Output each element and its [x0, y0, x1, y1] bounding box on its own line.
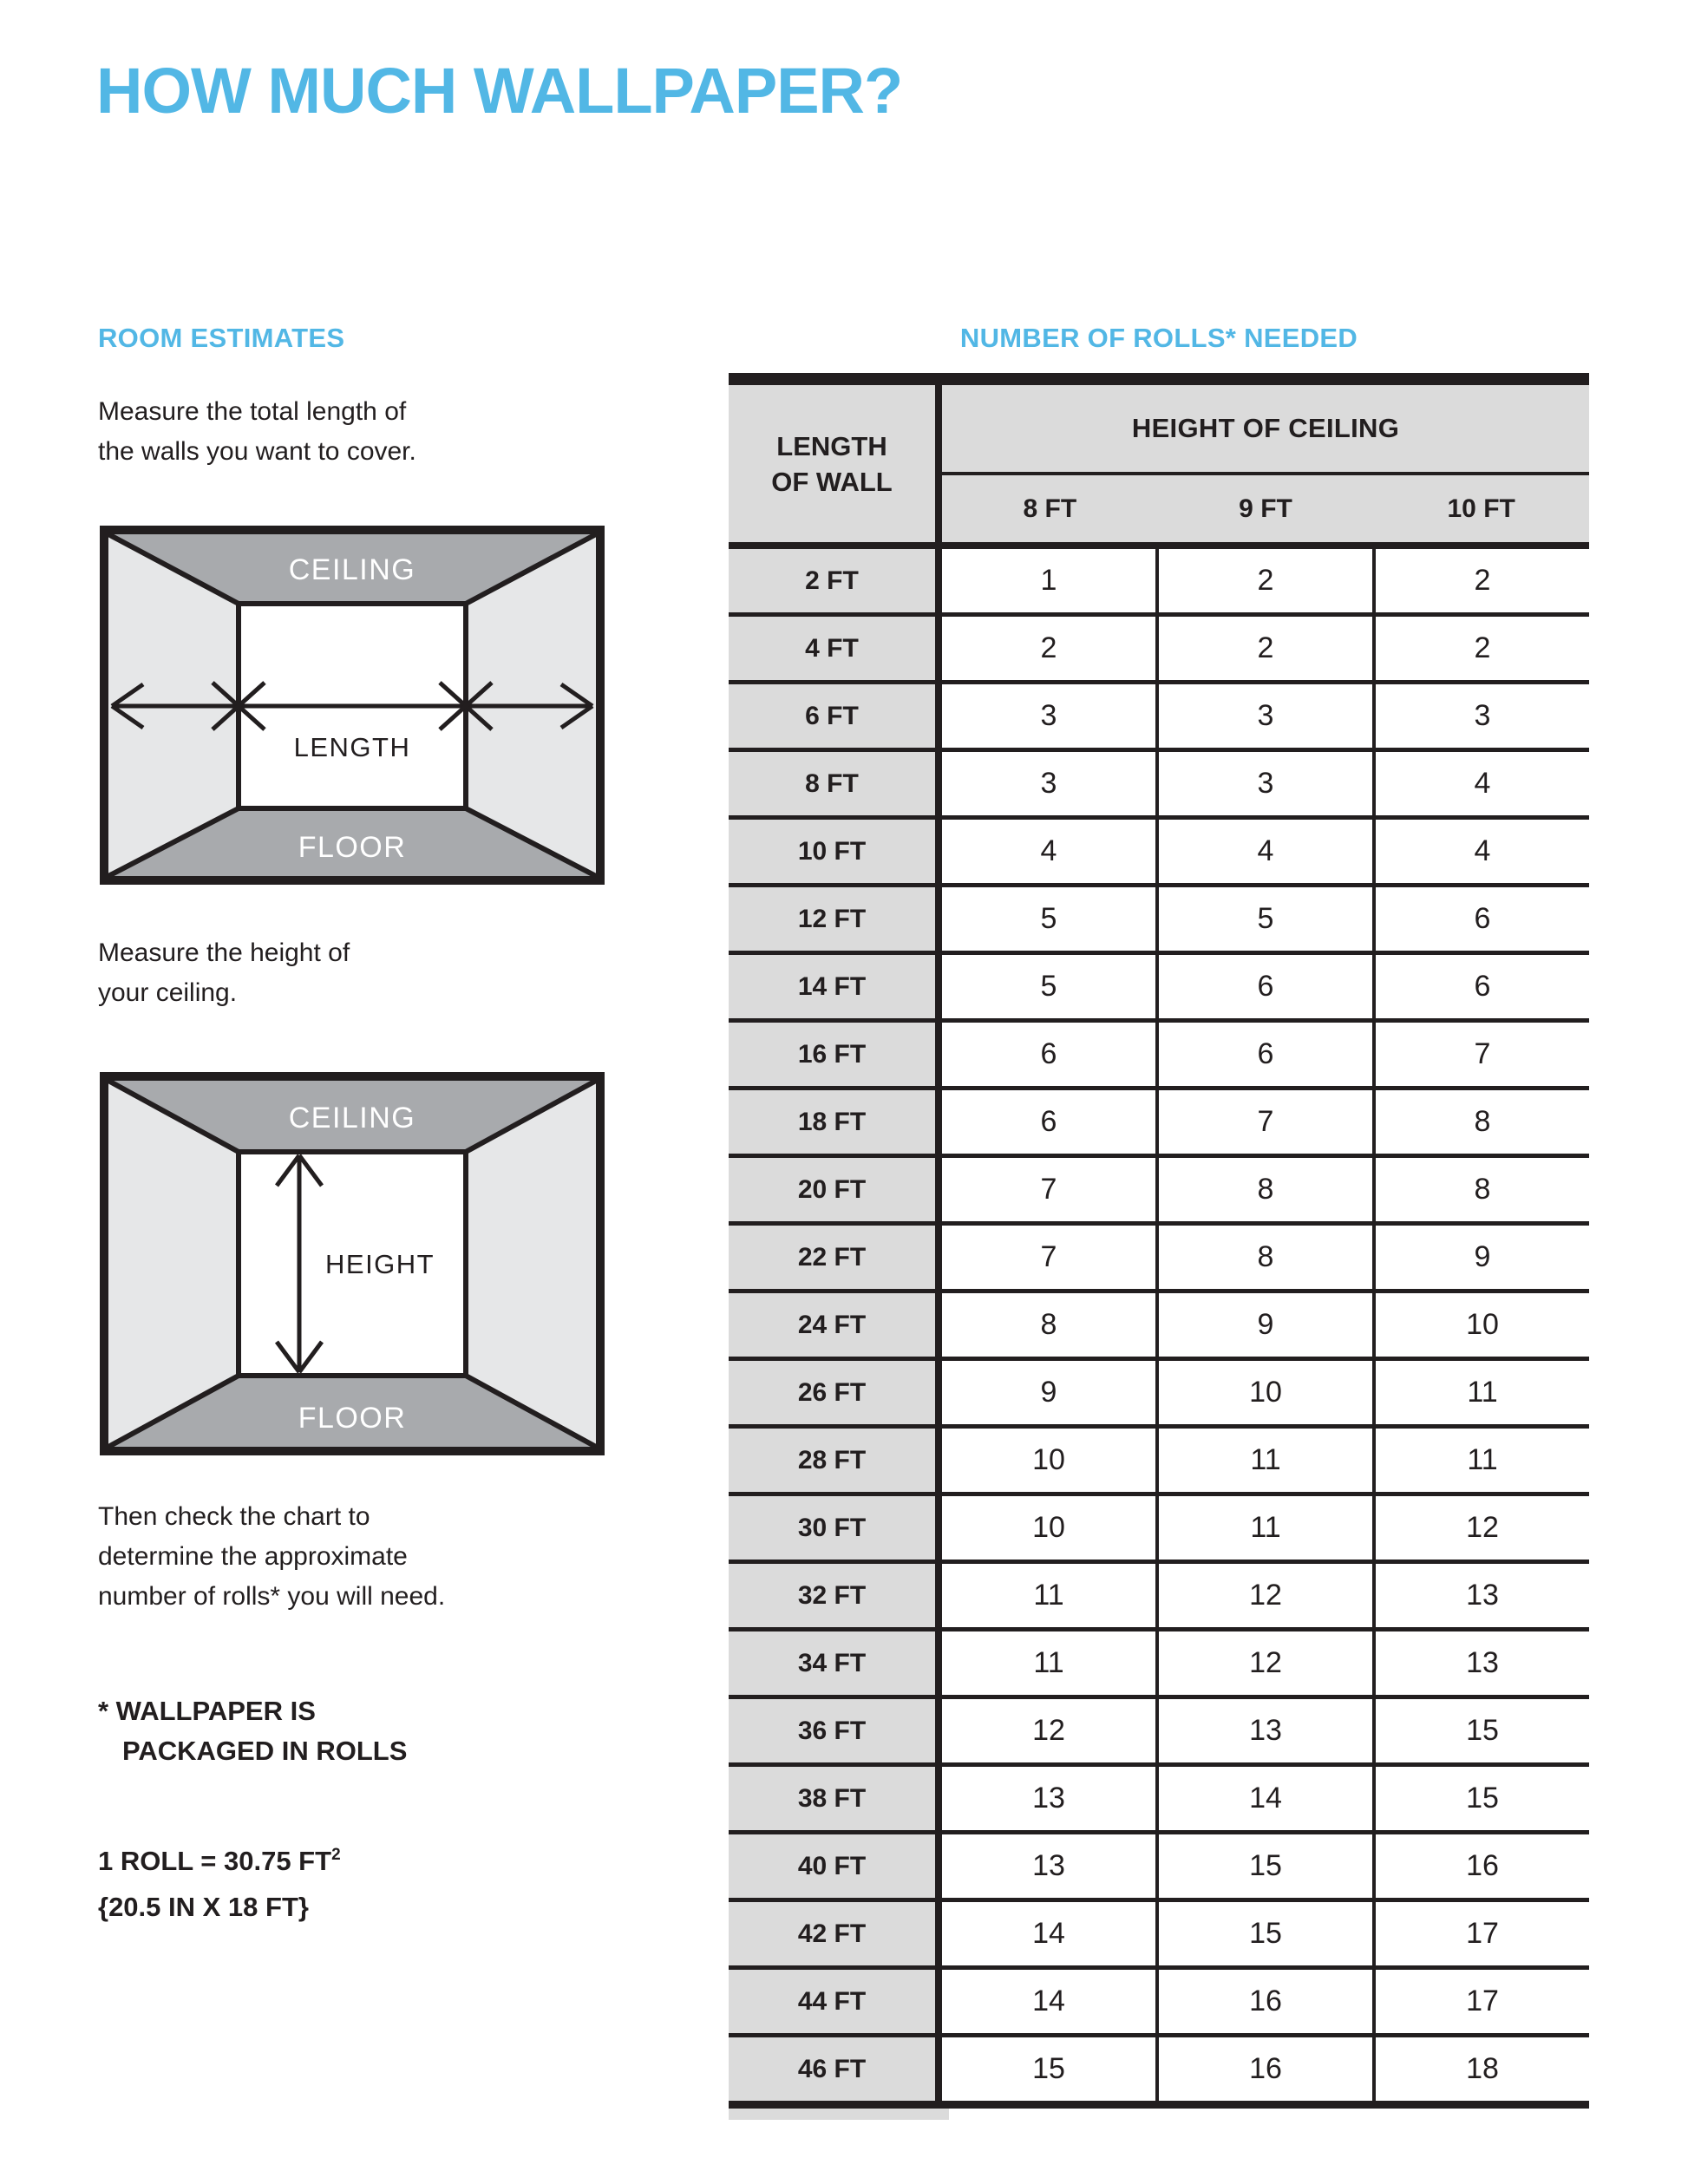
room-length-diagram-svg: [100, 526, 605, 885]
cell-value: 2: [1372, 549, 1589, 612]
cell-value: 11: [1372, 1361, 1589, 1424]
column-headers-row: [942, 475, 1589, 542]
cell-value: 17: [1372, 1970, 1589, 2033]
floor-label: FLOOR: [298, 1402, 407, 1435]
table-row: [729, 820, 1589, 887]
table-row: [729, 1429, 1589, 1496]
row-label: 14 FT: [729, 955, 942, 1018]
roll-size-info: [98, 1841, 341, 1928]
cell-value: 3: [1155, 684, 1372, 748]
cell-value: 8: [1372, 1090, 1589, 1154]
cell-value: 13: [1372, 1631, 1589, 1695]
row-label: 46 FT: [729, 2037, 942, 2101]
cell-value: 7: [1155, 1090, 1372, 1154]
cell-value: 6: [1372, 887, 1589, 951]
cell-value: 9: [1372, 1226, 1589, 1289]
table-row: [729, 1361, 1589, 1429]
cell-value: 10: [1155, 1361, 1372, 1424]
cell-value: 10: [942, 1496, 1155, 1560]
table-body: [729, 549, 1589, 2101]
table-row: [729, 1631, 1589, 1699]
row-label: 34 FT: [729, 1631, 942, 1695]
table-row: [729, 2037, 1589, 2101]
rolls-needed-heading: NUMBER OF ROLLS* NEEDED: [959, 323, 1358, 353]
table-row: [729, 887, 1589, 955]
cell-value: 4: [942, 820, 1155, 883]
rolls-footnote: [98, 1691, 407, 1771]
column-header-8ft: 8 FT: [1023, 494, 1077, 523]
cell-value: 10: [1372, 1293, 1589, 1357]
instruction-line: Then check the chart to: [98, 1502, 370, 1531]
table-row: [729, 617, 1589, 684]
ceiling-label: CEILING: [288, 1102, 416, 1135]
cell-value: 14: [942, 1902, 1155, 1965]
table-row: [729, 752, 1589, 820]
floor-label: FLOOR: [298, 831, 407, 864]
cell-value: 8: [1372, 1158, 1589, 1221]
cell-value: 15: [942, 2037, 1155, 2101]
cell-value: 16: [1155, 2037, 1372, 2101]
roll-equation: [98, 1841, 341, 1886]
cell-value: 7: [1372, 1023, 1589, 1086]
row-label: 20 FT: [729, 1158, 942, 1221]
cell-value: 12: [1155, 1564, 1372, 1627]
cell-value: 8: [942, 1293, 1155, 1357]
corner-header-line: OF WALL: [771, 466, 893, 497]
row-label: 32 FT: [729, 1564, 942, 1627]
table-row: [729, 1699, 1589, 1767]
room-length-diagram: [100, 526, 605, 889]
instruction-line: Measure the total length of: [98, 397, 407, 426]
row-label: 12 FT: [729, 887, 942, 951]
row-label: 30 FT: [729, 1496, 942, 1560]
row-label: 38 FT: [729, 1767, 942, 1830]
cell-value: 7: [942, 1226, 1155, 1289]
table-row: [729, 1090, 1589, 1158]
row-label: 40 FT: [729, 1834, 942, 1898]
cell-value: 4: [1155, 820, 1372, 883]
table-row: [729, 1970, 1589, 2037]
cell-value: 6: [1155, 1023, 1372, 1086]
roll-dimensions: {20.5 IN X 18 FT}: [98, 1892, 309, 1922]
cell-value: 14: [942, 1970, 1155, 2033]
cell-value: 12: [1155, 1631, 1372, 1695]
cell-value: 13: [1372, 1564, 1589, 1627]
room-height-diagram: [100, 1072, 605, 1460]
cell-value: 13: [942, 1834, 1155, 1898]
cell-value: 6: [1155, 955, 1372, 1018]
instruction-measure-height: [98, 933, 350, 1013]
cell-value: 12: [942, 1699, 1155, 1762]
column-group-header: HEIGHT OF CEILING: [942, 385, 1589, 472]
table-row: [729, 549, 1589, 617]
row-label: 24 FT: [729, 1293, 942, 1357]
table-row: [729, 1834, 1589, 1902]
corner-header-length-of-wall: [729, 385, 942, 542]
table-row: [729, 1767, 1589, 1834]
table-row: [729, 1226, 1589, 1293]
row-label: 4 FT: [729, 617, 942, 680]
cell-value: 16: [1372, 1834, 1589, 1898]
cell-value: 6: [1372, 955, 1589, 1018]
row-label: 8 FT: [729, 752, 942, 815]
row-label: 28 FT: [729, 1429, 942, 1492]
row-label: 2 FT: [729, 549, 942, 612]
row-label: 26 FT: [729, 1361, 942, 1424]
table-row: [729, 1902, 1589, 1970]
column-header-9ft: 9 FT: [1239, 494, 1292, 523]
cell-value: 5: [942, 887, 1155, 951]
table-bottom-border: [729, 2101, 1589, 2109]
row-label: 42 FT: [729, 1902, 942, 1965]
column-header-10ft: 10 FT: [1447, 494, 1515, 523]
corner-header-line: LENGTH: [776, 430, 887, 461]
table-row: [729, 1564, 1589, 1631]
cell-value: 11: [942, 1564, 1155, 1627]
cell-value: 15: [1155, 1834, 1372, 1898]
table-header: [729, 385, 1589, 542]
cell-value: 15: [1372, 1767, 1589, 1830]
roll-equation-text: 1 ROLL = 30.75 FT: [98, 1846, 332, 1876]
cell-value: 9: [1155, 1293, 1372, 1357]
table-row: [729, 1496, 1589, 1564]
row-label: 18 FT: [729, 1090, 942, 1154]
cell-value: 16: [1155, 1970, 1372, 2033]
cell-value: 4: [1372, 820, 1589, 883]
cell-value: 9: [942, 1361, 1155, 1424]
instruction-line: your ceiling.: [98, 978, 238, 1007]
cell-value: 8: [1155, 1226, 1372, 1289]
room-estimates-heading: ROOM ESTIMATES: [98, 323, 345, 353]
instruction-line: number of rolls* you will need.: [98, 1582, 446, 1611]
cell-value: 13: [942, 1767, 1155, 1830]
table-row: [729, 1293, 1589, 1361]
cell-value: 11: [1155, 1496, 1372, 1560]
footnote-line: PACKAGED IN ROLLS: [122, 1736, 408, 1766]
row-label: 22 FT: [729, 1226, 942, 1289]
cell-value: 5: [1155, 887, 1372, 951]
row-label: 36 FT: [729, 1699, 942, 1762]
cell-value: 3: [1372, 684, 1589, 748]
header-bottom-border: [729, 542, 1589, 549]
cell-value: 2: [1155, 549, 1372, 612]
page-title: HOW MUCH WALLPAPER?: [96, 55, 903, 127]
instruction-measure-length: [98, 392, 416, 472]
roll-equation-superscript: 2: [331, 1846, 341, 1864]
cell-value: 2: [942, 617, 1155, 680]
instruction-check-chart: [98, 1497, 445, 1617]
row-label: 6 FT: [729, 684, 942, 748]
instruction-line: determine the approximate: [98, 1542, 408, 1571]
cell-value: 3: [942, 752, 1155, 815]
cell-value: 12: [1372, 1496, 1589, 1560]
cell-value: 3: [942, 684, 1155, 748]
height-label: HEIGHT: [325, 1249, 435, 1279]
row-label: 44 FT: [729, 1970, 942, 2033]
length-label: LENGTH: [293, 732, 411, 762]
instruction-line: Measure the height of: [98, 938, 350, 967]
cell-value: 1: [942, 549, 1155, 612]
table-row: [729, 955, 1589, 1023]
cell-value: 5: [942, 955, 1155, 1018]
cell-value: 13: [1155, 1699, 1372, 1762]
cell-value: 15: [1372, 1699, 1589, 1762]
cell-value: 15: [1155, 1902, 1372, 1965]
footnote-line: * WALLPAPER IS: [98, 1696, 316, 1726]
cell-value: 11: [942, 1631, 1155, 1695]
row-label: 16 FT: [729, 1023, 942, 1086]
cell-value: 2: [1155, 617, 1372, 680]
cell-value: 17: [1372, 1902, 1589, 1965]
cell-value: 4: [1372, 752, 1589, 815]
cell-value: 6: [942, 1090, 1155, 1154]
cell-value: 18: [1372, 2037, 1589, 2101]
cell-value: 14: [1155, 1767, 1372, 1830]
cell-value: 11: [1372, 1429, 1589, 1492]
ceiling-label: CEILING: [288, 553, 416, 586]
cell-value: 10: [942, 1429, 1155, 1492]
cell-value: 8: [1155, 1158, 1372, 1221]
column-group: [942, 385, 1589, 542]
table-row: [729, 1158, 1589, 1226]
cell-value: 11: [1155, 1429, 1372, 1492]
cell-value: 2: [1372, 617, 1589, 680]
table-top-border: [729, 373, 1589, 385]
label-column-stub: [729, 2109, 949, 2120]
cell-value: 3: [1155, 752, 1372, 815]
table-row: [729, 1023, 1589, 1090]
instruction-line: the walls you want to cover.: [98, 437, 416, 466]
row-label: 10 FT: [729, 820, 942, 883]
cell-value: 6: [942, 1023, 1155, 1086]
table-row: [729, 684, 1589, 752]
rolls-table: [729, 373, 1589, 2120]
room-height-diagram-svg: [100, 1072, 605, 1455]
cell-value: 7: [942, 1158, 1155, 1221]
